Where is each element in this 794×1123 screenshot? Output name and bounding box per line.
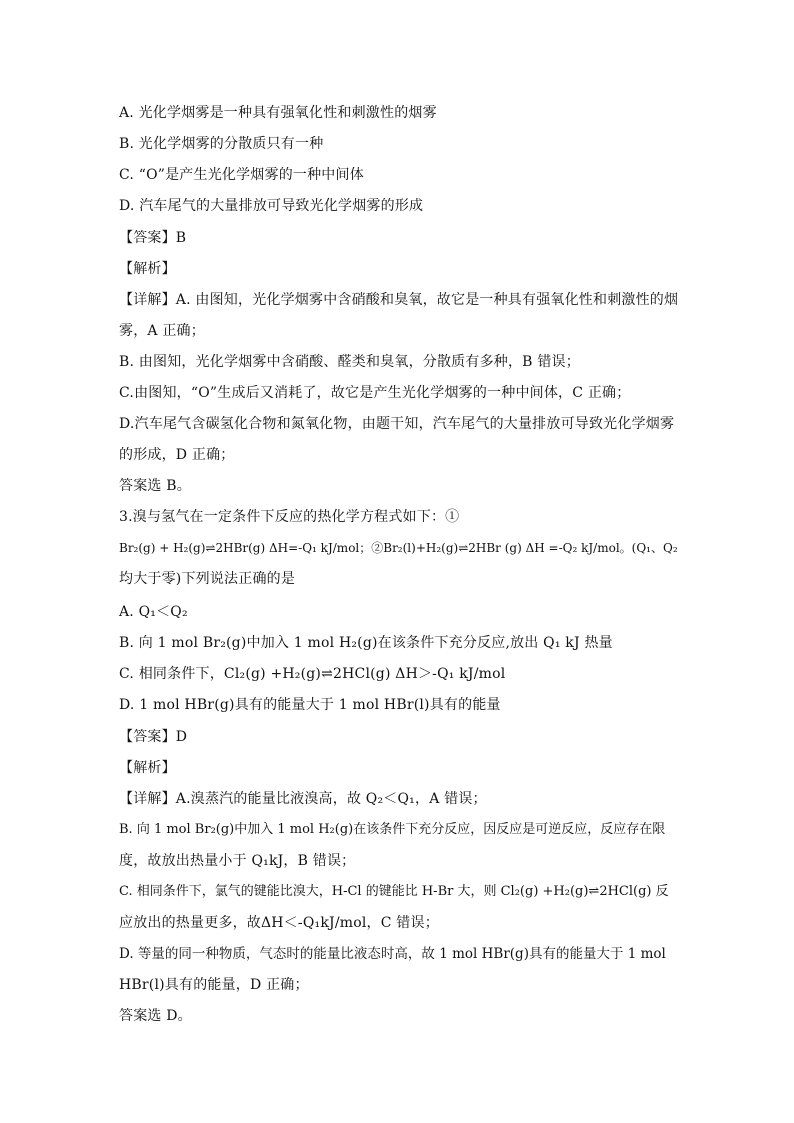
q2-detail-line: D.汽车尾气含碳氢化合物和氮氧化物，由题干知，汽车尾气的大量排放可导致光化学烟雾 [119,416,675,432]
q3-option-c: C. 相同条件下，Cl₂(g) +H₂(g)⇌2HCl(g) ΔH＞-Q₁ kJ/mol [119,666,506,682]
q3-detail-line: D. 等量的同一种物质，气态时的能量比液态时高，故 1 mol HBr(g)具有的能量大于 1 mol [119,946,666,962]
q3-detail-line: 应放出的热量更多，故ΔH＜-Q₁kJ/mol，C 错误； [119,915,439,931]
q2-option-d: D. 汽车尾气的大量排放可导致光化学烟雾的形成 [119,198,424,214]
q2-detail-line: 的形成，D 正确； [119,447,235,463]
q3-option-b: B. 向 1 mol Br₂(g)中加入 1 mol H₂(g)在该条件下充分反应,放出 Q₁ kJ 热量 [119,635,613,651]
q3-option-d: D. 1 mol HBr(g)具有的能量大于 1 mol HBr(l)具有的能量 [119,697,501,713]
q3-detail-line: B. 向 1 mol Br₂(g)中加入 1 mol H₂(g)在该条件下充分反应，因反应是可逆反应，反应存在限 [119,822,666,837]
q2-detail-line: 雾，A 正确； [119,323,205,339]
q3-analysis-heading: 【解析】 [119,760,176,776]
q3-conclusion: 答案选 D。 [119,1008,192,1024]
q2-analysis-heading: 【解析】 [119,261,176,277]
q3-option-a: A. Q₁＜Q₂ [119,604,188,620]
q3-stem-continued: 均大于零)下列说法正确的是 [119,571,296,587]
q3-detail-line: 度，故放出热量小于 Q₁kJ，B 错误； [119,853,356,869]
q2-detail-line: B. 由图知，光化学烟雾中含硝酸、醛类和臭氧，分散质有多种，B 错误； [119,354,580,370]
q3-detail-line: C. 相同条件下，氯气的键能比溴大，H-Cl 的键能比 H-Br 大，则 Cl₂(g) +H₂(g)⇌2HCl(g) 反 [119,884,669,899]
q2-option-c: C. “O”是产生光化学烟雾的一种中间体 [119,167,364,183]
q2-detail-line: C.由图知，“O”生成后又消耗了，故它是产生光化学烟雾的一种中间体，C 正确； [119,385,631,401]
q2-detail-line: 【详解】A. 由图知，光化学烟雾中含硝酸和臭氧，故它是一种具有强氧化性和刺激性的烟 [119,292,679,308]
q3-answer: 【答案】D [119,729,188,745]
q3-detail-line: HBr(l)具有的能量，D 正确； [119,977,309,993]
q2-conclusion: 答案选 B。 [119,478,191,494]
q3-equations: Br₂(g) + H₂(g)⇌2HBr(g) ΔH=-Q₁ kJ/mol；②Br₂(l)+H₂(g)⇌2HBr (g) ΔH =-Q₂ kJ/mol。(Q₁、Q₂ [119,541,678,555]
q3-detail-line: 【详解】A.溴蒸汽的能量比液溴高，故 Q₂＜Q₁，A 错误； [119,791,487,807]
q2-answer: 【答案】B [119,230,187,246]
q3-stem: 3.溴与氢气在一定条件下反应的热化学方程式如下：① [119,509,460,525]
q2-option-a: A. 光化学烟雾是一种具有强氧化性和刺激性的烟雾 [119,105,437,121]
q2-option-b: B. 光化学烟雾的分散质只有一种 [119,136,324,152]
